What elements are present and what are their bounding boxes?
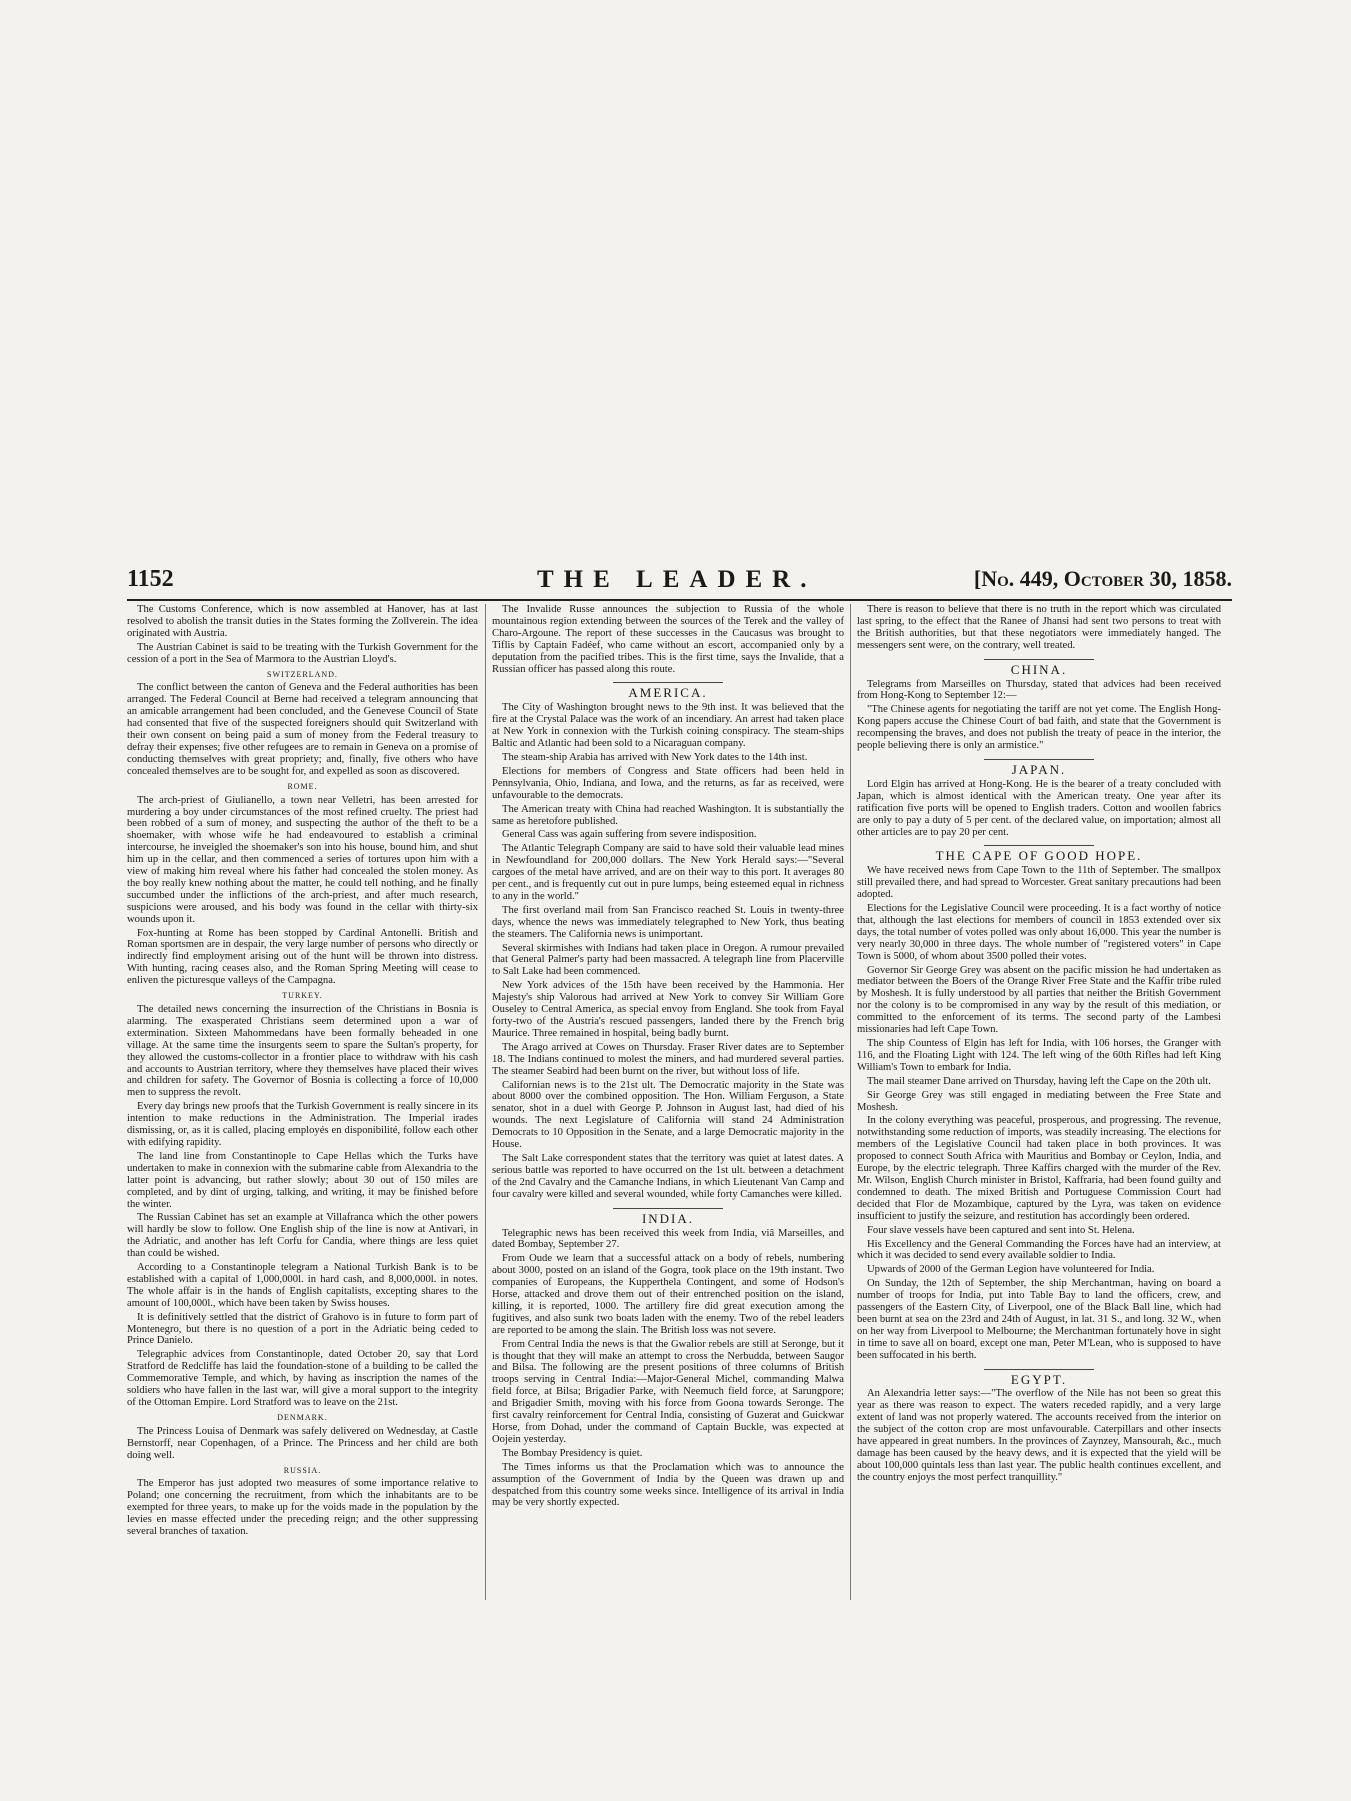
article-paragraph: Elections for the Legislative Council were proceeding. It is a fact worthy of notice that, although the last elections for members of council in 1853 extended over six days, the total number of votes polled was only about 16,000. This year the number is very nearly 30,000 in three days. The whole number of "registered voters" in Cape Town is 5000, of whom about 3500 polled their votes. (857, 903, 1221, 962)
column-1 (127, 604, 478, 1604)
section-heading: INDIA. (641, 1210, 695, 1226)
section-separator (984, 759, 1094, 760)
article-paragraph: "The Chinese agents for negotiating the tariff are not yet come. The English Hong-Kong papers accuse the Chinese Court of bad faith, and state that the Government is recompensing the braves, and does not publish the treaty of peace in the interior, the people believing there is only an armistice." (857, 704, 1221, 752)
article-paragraph: New York advices of the 15th have been received by the Hammonia. Her Majesty's ship Valorous had arrived at New York to convey Sir William Gore Ouseley to Central America, as special envoy from England. She took from Fayal forty-two of the Austria's rescued passengers, landed there by the French brig Maurice. Three remained in hospital, being badly burnt. (492, 980, 844, 1039)
article-paragraph: Governor Sir George Grey was absent on the pacific mission he had undertaken as mediator between the Boers of the Orange River Free State and the Kaffir tribe ruled by Moshesh. It is fully understood by all parties that neither the British Government nor the colony is to be compromised in any way by the result of this mediation, or committed to the enforcement of its terms. The second party of the Lambesi missionaries had left Cape Town. (857, 964, 1221, 1036)
column-3 (857, 604, 1221, 1604)
article-paragraph: The Atlantic Telegraph Company are said to have sold their valuable lead mines in Newfoundland for 200,000 dollars. The New York Herald says:—"Several cargoes of the metal have arrived, and are on their way to this port. It averages 80 per cent., and is frequently cut out in pure lumps, being esteemed equal in richness to any in the world." (492, 843, 844, 902)
article-paragraph: Elections for members of Congress and State officers had been held in Pennsylvania, Ohio, Indiana, and Iowa, and the returns, as far as received, were unfavourable to the democrats. (492, 765, 844, 801)
article-paragraph: The Times informs us that the Proclamation which was to announce the assumption of the Government of India by the Queen was drawn up and despatched from this country some weeks since. Intelligence of its arrival in India may be very shortly expected. (492, 1461, 844, 1509)
article-paragraph: On Sunday, the 12th of September, the ship Merchantman, having on board a number of troops for India, put into Table Bay to land the officers, crew, and passengers of the Eastern City, of Liverpool, one of the Black Ball line, which had been burnt at sea on the 23rd and 24th of August, in lat. 31 S., and long. 32 W., when on her way from Liverpool to Melbourne; the Merchantman fortunately hove in sight in time to save all on board, except one man, Peter M'Lean, who is supposed to have been suffocated in his berth. (857, 1278, 1221, 1361)
issue-line: [No. 449, October 30, 1858. (973, 566, 1232, 591)
page-header (127, 566, 1232, 596)
article-paragraph: The Emperor has just adopted two measures of some importance relative to Poland; one concerning the recruitment, from which the inhabitants are to be exempted for three years, to make up for the voids made in the population by the levies en masse effected under the preceding reign; and the other suppressing several branches of taxation. (127, 1478, 478, 1538)
article-paragraph: Telegrams from Marseilles on Thursday, stated that advices had been received from Hong-Kong to September 12:— (857, 678, 1221, 702)
section-heading: TURKEY. (282, 991, 323, 1001)
article-paragraph: The American treaty with China had reached Washington. It is substantially the same as heretofore published. (492, 803, 844, 827)
article-paragraph: There is reason to believe that there is no truth in the report which was circulated last spring, to the effect that the Ranee of Jhansi had sent two persons to treat with the British authorities, but that these negotiators were immediately hanged. The messengers sent were, on the contrary, well treated. (857, 604, 1221, 651)
section-separator (984, 845, 1094, 846)
column-2 (492, 604, 844, 1604)
article-paragraph: The ship Countess of Elgin has left for India, with 106 horses, the Granger with 116, and the Floating Light with 124. The left wing of the 60th Rifles had left King William's Town to embark for India. (857, 1038, 1221, 1073)
article-paragraph: The land line from Constantinople to Cape Hellas which the Turks have undertaken to make in connexion with the submarine cable from Alexandria to the latter point is advancing, but rather slowly; about 30 out of 150 miles are completed, and by dint of urging, talking, and writing, it may be finished before the winter. (127, 1150, 478, 1210)
article-paragraph: The detailed news concerning the insurrection of the Christians in Bosnia is alarming. The exasperated Christians seem determined upon a war of extermination. Sixteen Mahommedans have been formally beheaded in one village. At the same time the insurgents seem to spare the Sultan's property, for they allowed the customs-collector in a frontier place to withdraw with his cash and accounts to Austrian territory, where they themselves have placed their wives and children for safety. The Governor of Bosnia is collecting a force of 10,000 men to suppress the revolt. (127, 1004, 478, 1099)
newspaper-title: THE LEADER. (537, 566, 817, 593)
article-paragraph: The Customs Conference, which is now assembled at Hanover, has at last resolved to abolish the transit duties in the States forming the Zollverein. The idea originated with Austria. (127, 604, 478, 639)
article-paragraph: Californian news is to the 21st ult. The Democratic majority in the State was about 8000 over the combined opposition. The Hon. William Ferguson, a State senator, shot in a duel with George P. Johnson in August last, had died of his wounds. The next Legislature of California will stand 24 Administration Democrats to 10 Opposition in the Senate, and a large Democratic majority in the House. (492, 1079, 844, 1151)
article-paragraph: The steam-ship Arabia has arrived with New York dates to the 14th inst. (502, 751, 808, 763)
section-heading: JAPAN. (1011, 761, 1067, 777)
page-number: 1152 (127, 566, 174, 592)
section-separator (613, 682, 723, 683)
article-paragraph: The mail steamer Dane arrived on Thursday, having left the Cape on the 20th ult. (867, 1075, 1211, 1087)
article-paragraph: Lord Elgin has arrived at Hong-Kong. He is the bearer of a treaty concluded with Japan, which is almost identical with the American treaty. One year after its ratification five ports will be opened to English traders. Cotton and woollen fabrics are only to pay a duty of 5 per cent. of the declared value, on importation; almost all other articles are to pay 20 per cent. (857, 778, 1221, 838)
column-divider (485, 604, 486, 1600)
article-paragraph: The Austrian Cabinet is said to be treating with the Turkish Government for the cession of a port in the Sea of Marmora to the Austrian Lloyd's. (127, 641, 478, 665)
article-paragraph: Every day brings new proofs that the Turkish Government is really sincere in its intention to make reductions in the Administration. The Imperial irades dismissing, or, as it is called, placing employés en disponibilité, follow each other with edifying rapidity. (127, 1101, 478, 1148)
section-heading: CHINA. (1010, 661, 1068, 677)
article-paragraph: Fox-hunting at Rome has been stopped by Cardinal Antonelli. British and Roman sportsmen are in despair, the very large number of persons who directly or indirectly find employment arising out of the hunt will be thrown into distress. With hunting, racing ceases also, and the Roman Spring Meeting will cease to enliven the picturesque valleys of the Campagna. (127, 927, 478, 987)
article-paragraph: From Central India the news is that the Gwalior rebels are still at Seronge, but it is thought that they will make an attempt to cross the Nerbudda, between Saugor and Bilsa. The following are the present positions of three columns of British troops serving in Central India:—Major-General Michel, commanding Malwa field force, at Bilsa; Brigadier Parke, with Neemuch field force, at Sarungpore; and Brigadier Smith, moving with his force from Goona towards Seronge. The first cavalry reinforcement for Central India, consisting of Guzerat and Guickwar Horse, from Dohad, under the command of Captain Buckle, was expected at Oojein yesterday. (492, 1338, 844, 1445)
article-paragraph: An Alexandria letter says:—"The overflow of the Nile has not been so great this year as there was reason to expect. The waters receded rapidly, and a very large extent of land was not properly watered. The accounts received from the interior on the subject of the cotton crop are most unfavourable. Caterpillars and other insects have appeared in great numbers. In the provinces of Zaynzey, Mansourah, &c., much damage has been caused by the heavy dews, and it is expected that the yield will be about 100,000 quintals less than last year. The public health continues excellent, and the country enjoys the most perfect tranquillity." (857, 1388, 1221, 1483)
article-paragraph: According to a Constantinople telegram a National Turkish Bank is to be established with a capital of 1,000,000l. in hard cash, and 8,000,000l. in notes. The whole affair is in the hands of English capitalists, excepting shares to the amount of 100,000l., which have been taken by Swiss houses. (127, 1262, 478, 1309)
section-heading: AMERICA. (628, 685, 708, 701)
article-paragraph: Four slave vessels have been captured and sent into St. Helena. (867, 1224, 1135, 1236)
article-paragraph: The Salt Lake correspondent states that the territory was quiet at latest dates. A serious battle was reported to have occurred on the 1st ult. between a detachment of the 2nd Cavalry and the Camanche Indians, in which Lieutenant Van Camp and four cavalry were killed and several wounded, while forty Camanches were killed. (492, 1152, 844, 1200)
article-paragraph: Telegraphic news has been received this week from India, viâ Marseilles, and dated Bombay, September 27. (492, 1227, 844, 1251)
article-paragraph: Several skirmishes with Indians had taken place in Oregon. A rumour prevailed that General Palmer's party had been massacred. A telegraph line from Placerville to Salt Lake had been commenced. (492, 942, 844, 978)
article-paragraph: From Oude we learn that a successful attack on a body of rebels, numbering about 3000, posted on an island of the Gogra, took place on the 19th instant. Two companies of Europeans, the Kupperthela Contingent, and some of Hodson's Horse, attacked and drove them out of their entrenched position on the island, killing, it is reported, 1000. The artillery fire did great execution among the fugitives, and also sunk two boats laden with the enemy. Two of the rebel leaders are reported to be among the slain. The British loss was not severe. (492, 1253, 844, 1336)
article-paragraph: The first overland mail from San Francisco reached St. Louis in twenty-three days, whence the news was immediately telegraphed to New York, thus beating the steamers. The California news is unimportant. (492, 904, 844, 940)
header-rule (127, 599, 1232, 601)
article-paragraph: Upwards of 2000 of the German Legion have volunteered for India. (867, 1264, 1155, 1276)
article-paragraph: The arch-priest of Giulianello, a town near Velletri, has been arrested for murdering a boy under circumstances of the most refined cruelty. The priest had been robbed of a sum of money, and suspecting the author of the theft to be a shoemaker, with whose wife he had endeavoured to establish a criminal intercourse, he inveigled the shoemaker's son into his house, bound him, and shut him up in the cellar, and then commenced a series of tortures upon him with a view of making him reveal where his father had concealed the stolen money. As the boy really knew nothing about the matter, he could tell nothing, and he finally succumbed under the inflictions of the arch-priest, and after much research, suspicions were aroused, and his body was found in the cellar with thirty-six wounds upon it. (127, 794, 478, 925)
article-paragraph: The Russian Cabinet has set an example at Villafranca which the other powers will hardly be slow to follow. One English ship of the line is now at Antivari, in the Adriatic, and another has left Corfu for Candia, where things are less quiet than could be wished. (127, 1212, 478, 1260)
section-separator (984, 1369, 1094, 1370)
article-paragraph: It is definitively settled that the district of Grahovo is in future to form part of Montenegro, but there is no question of a port in the Adriatic being ceded to Prince Danielo. (127, 1311, 478, 1347)
article-paragraph: General Cass was again suffering from severe indisposition. (502, 829, 757, 841)
section-separator (613, 1208, 723, 1209)
article-paragraph: In the colony everything was peaceful, prosperous, and progressing. The revenue, notwithstanding some reduction of imports, was steadily increasing. The elections for members of the Legislative Council had taken place in both provinces. It was proposed to connect South Africa with Mauritius and Bombay or Ceylon, India, and Europe, by the electric telegraph. Three Kaffirs charged with the murder of the Rev. Mr. Wilson, English Church minister in Bristol, Kaffraria, had been found guilty and condemned to death. The mixed British and Portuguese Commission Court had decided that Flor de Mozambique, captured by the Lyra, was taken on evidence insufficient to justify the seizure, and restitution has accordingly been ordered. (857, 1115, 1221, 1222)
section-heading: DENMARK. (277, 1412, 328, 1422)
article-paragraph: The Arago arrived at Cowes on Thursday. Fraser River dates are to September 18. The Indians continued to molest the miners, and had murdered several parties. The steamer Seabird had been burnt on the river, but without loss of life. (492, 1041, 844, 1077)
article-paragraph: We have received news from Cape Town to the 11th of September. The smallpox still prevailed there, and had spread to Worcester. Great sanitary precautions had been adopted. (857, 865, 1221, 901)
article-paragraph: Telegraphic advices from Constantinople, dated October 20, say that Lord Stratford de Redcliffe has laid the foundation-stone of a building to be called the Commemorative Temple, and which, by having as inscription the names of the soldiers who have fallen in the last war, will give a moral support to the integrity of the Ottoman Empire. Lord Stratford was to leave on the 21st. (127, 1349, 478, 1408)
section-heading: RUSSIA. (283, 1465, 322, 1475)
article-paragraph: The conflict between the canton of Geneva and the Federal authorities has been arranged. The Federal Council at Berne had received a telegram announcing that an amicable arrangement had been concluded, and the Genevese Council of State had consented that five of the suspected foreigners should quit Switzerland with their own consent on being paid a sum of money from the Federal treasury to defray their expenses; five other refugees are to remain in Geneva on a promise of conducting themselves with great propriety; and, finally, five others who have concealed themselves are to be sought for, and expelled as soon as discovered. (127, 682, 478, 777)
column-divider (850, 604, 851, 1600)
section-heading: EGYPT. (1010, 1371, 1068, 1387)
article-paragraph: The Bombay Presidency is quiet. (502, 1447, 643, 1459)
article-paragraph: Sir George Grey was still engaged in mediating between the Free State and Moshesh. (857, 1089, 1221, 1113)
section-heading: SWITZERLAND. (267, 669, 338, 679)
section-heading: ROME. (287, 781, 318, 791)
article-paragraph: The Invalide Russe announces the subjection to Russia of the whole mountainous region extending between the sources of the Terek and the valley of Charo-Argoune. The report of these successes in the Caucasus was brought to Tiflis by Captain Fadéef, who came without an escort, accompanied only by a deputation from the pacified tribes. This is the first time, says the Invalide, that a Russian officer has passed along this route. (492, 604, 844, 675)
article-paragraph: The City of Washington brought news to the 9th inst. It was believed that the fire at the Crystal Palace was the work of an incendiary. An arrest had taken place at New York in connexion with the Turkish coining conspiracy. The steam-ships Baltic and Atlantic had been sold to a Nicaraguan company. (492, 702, 844, 750)
section-heading: THE CAPE OF GOOD HOPE. (935, 848, 1143, 864)
section-separator (984, 659, 1094, 660)
article-paragraph: His Excellency and the General Commanding the Forces have had an interview, at which it was decided to send every available soldier to India. (857, 1238, 1221, 1262)
article-paragraph: The Princess Louisa of Denmark was safely delivered on Wednesday, at Castle Bernstorff, near Copenhagen, of a Prince. The Princess and her child are both doing well. (127, 1425, 478, 1461)
